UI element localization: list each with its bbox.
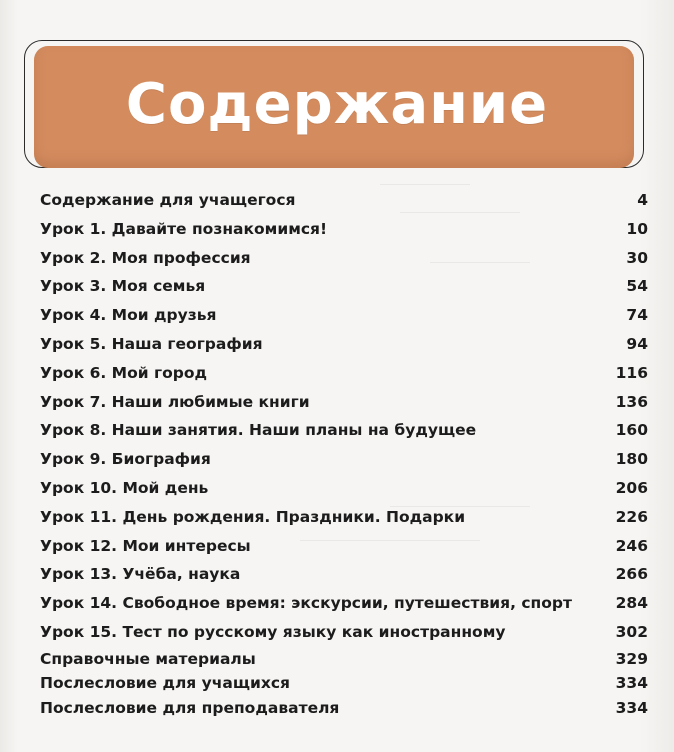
toc-entry-label: Урок 10. Мой день	[40, 478, 209, 497]
toc-entry	[40, 244, 648, 273]
toc-entry-page: 206	[615, 478, 648, 497]
toc-entry-page: 74	[626, 306, 648, 325]
toc-entry	[40, 647, 648, 672]
toc-entry-label: Урок 13. Учёба, наука	[40, 565, 241, 584]
toc-entry-label: Послесловие для преподавателя	[40, 698, 340, 717]
toc-entry-label: Урок 6. Мой город	[40, 363, 208, 382]
toc-entry-page: 329	[615, 649, 648, 668]
toc-entry-page: 94	[626, 334, 648, 353]
toc-entry	[40, 359, 648, 388]
toc-entry-label: Послесловие для учащихся	[40, 674, 290, 693]
toc-entry-page: 334	[615, 674, 648, 693]
toc-entry-label: Урок 7. Наши любимые книги	[40, 392, 310, 411]
toc-entry	[40, 186, 648, 215]
bleed-through-mark	[380, 184, 470, 185]
toc-entry-page: 180	[615, 450, 648, 469]
toc-entry-label: Содержание для учащегося	[40, 191, 296, 209]
toc-entry	[40, 445, 648, 474]
toc-entry	[40, 503, 648, 532]
toc-entry-label: Урок 14. Свободное время: экскурсии, путешествия, спорт	[40, 594, 572, 613]
toc-entry	[40, 215, 648, 244]
toc-entry-label: Урок 3. Моя семья	[40, 277, 206, 296]
toc-entry-page: 284	[615, 594, 648, 613]
toc-entry-label: Урок 8. Наши занятия. Наши планы на будущее	[40, 421, 477, 440]
page-title: Содержание	[125, 72, 549, 137]
toc-entry-page: 10	[626, 219, 648, 238]
toc-entry-page: 226	[615, 507, 648, 526]
toc-entry-label: Урок 11. День рождения. Праздники. Подарки	[40, 507, 466, 526]
toc-entry	[40, 272, 648, 301]
toc-entry-label: Урок 2. Моя профессия	[40, 248, 251, 267]
toc-entry	[40, 301, 648, 330]
toc-entry-label: Справочные материалы	[40, 649, 256, 668]
toc-entry	[40, 560, 648, 589]
toc-entry-page: 54	[626, 277, 648, 296]
toc-entry-label: Урок 4. Мои друзья	[40, 306, 217, 325]
toc-entry-page: 334	[615, 698, 648, 717]
toc-entry	[40, 416, 648, 445]
toc-entry-page: 302	[615, 622, 648, 641]
toc-entry-label: Урок 1. Давайте познакомимся!	[40, 219, 328, 238]
toc-entry-label: Урок 5. Наша география	[40, 334, 263, 353]
toc-entry	[40, 474, 648, 503]
toc-entry-page: 30	[626, 248, 648, 267]
toc-entry-label: Урок 12. Мои интересы	[40, 536, 251, 555]
toc-entry-page: 136	[615, 392, 648, 411]
toc-entry-page: 116	[615, 363, 648, 382]
toc-entry	[40, 532, 648, 561]
toc-entry	[40, 671, 648, 696]
toc-entry-label: Урок 9. Биография	[40, 450, 211, 469]
toc-entry	[40, 388, 648, 417]
toc-entry-page: 246	[615, 536, 648, 555]
toc-entry	[40, 696, 648, 721]
toc-entry-label: Урок 15. Тест по русскому языку как иностранному	[40, 622, 506, 641]
toc-entry-page: 4	[637, 191, 648, 209]
toc-entry-page: 266	[615, 565, 648, 584]
toc-entry	[40, 589, 648, 618]
toc-entry-page: 160	[615, 421, 648, 440]
toc-entry	[40, 330, 648, 359]
toc-entry	[40, 618, 648, 647]
table-of-contents	[40, 186, 648, 720]
